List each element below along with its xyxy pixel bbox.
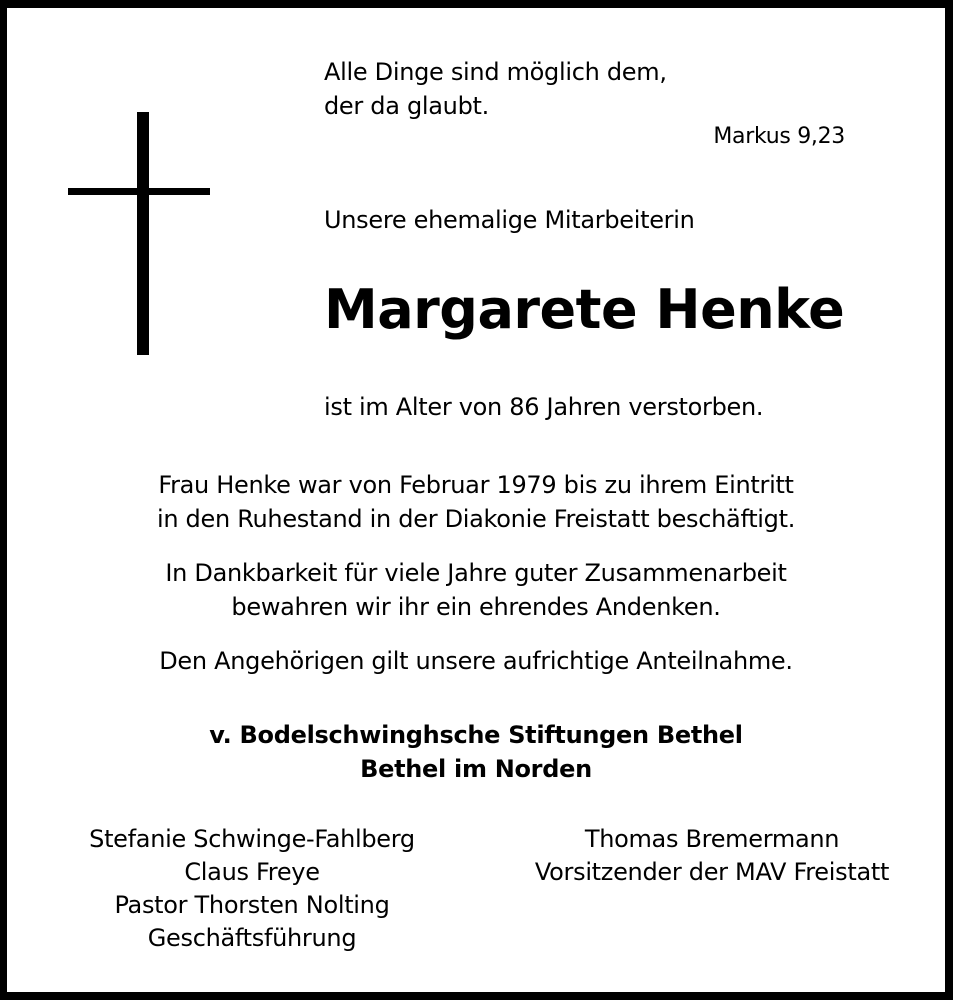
signatory-line: Vorsitzender der MAV Freistatt [534,858,890,886]
obituary-notice [7,8,945,992]
organization-name [7,718,945,786]
organization-line: v. Bodelschwinghsche Stiftungen Bethel [209,721,743,749]
verse-reference: Markus 9,23 [713,124,845,149]
signatory-line: Claus Freye [184,858,320,886]
signatories-mav [497,823,927,889]
paragraph-line: Den Angehörigen gilt unsere aufrichtige Anteilnahme. [159,647,793,675]
signatories-management [47,823,457,955]
condolence-paragraph [7,644,945,678]
signatory-line: Geschäftsführung [147,924,357,952]
bible-verse [324,55,667,123]
intro-text: Unsere ehemalige Mitarbeiterin [324,206,695,234]
employment-paragraph [7,468,945,536]
verse-line: der da glaubt. [324,92,489,120]
organization-line: Bethel im Norden [360,755,592,783]
paragraph-line: Frau Henke war von Februar 1979 bis zu ihrem Eintritt [158,471,794,499]
signatory-line: Pastor Thorsten Nolting [114,891,390,919]
cross-vertical-bar [137,112,149,355]
gratitude-paragraph [7,556,945,624]
verse-line: Alle Dinge sind möglich dem, [324,58,667,86]
deceased-name: Margarete Henke [324,278,845,341]
signatory-line: Thomas Bremermann [584,825,840,853]
paragraph-line: bewahren wir ihr ein ehrendes Andenken. [231,593,721,621]
paragraph-line: In Dankbarkeit für viele Jahre guter Zusammenarbeit [165,559,787,587]
cross-horizontal-bar [68,188,210,195]
age-statement: ist im Alter von 86 Jahren verstorben. [324,393,764,421]
paragraph-line: in den Ruhestand in der Diakonie Freistatt beschäftigt. [156,505,796,533]
signatory-line: Stefanie Schwinge-Fahlberg [89,825,415,853]
